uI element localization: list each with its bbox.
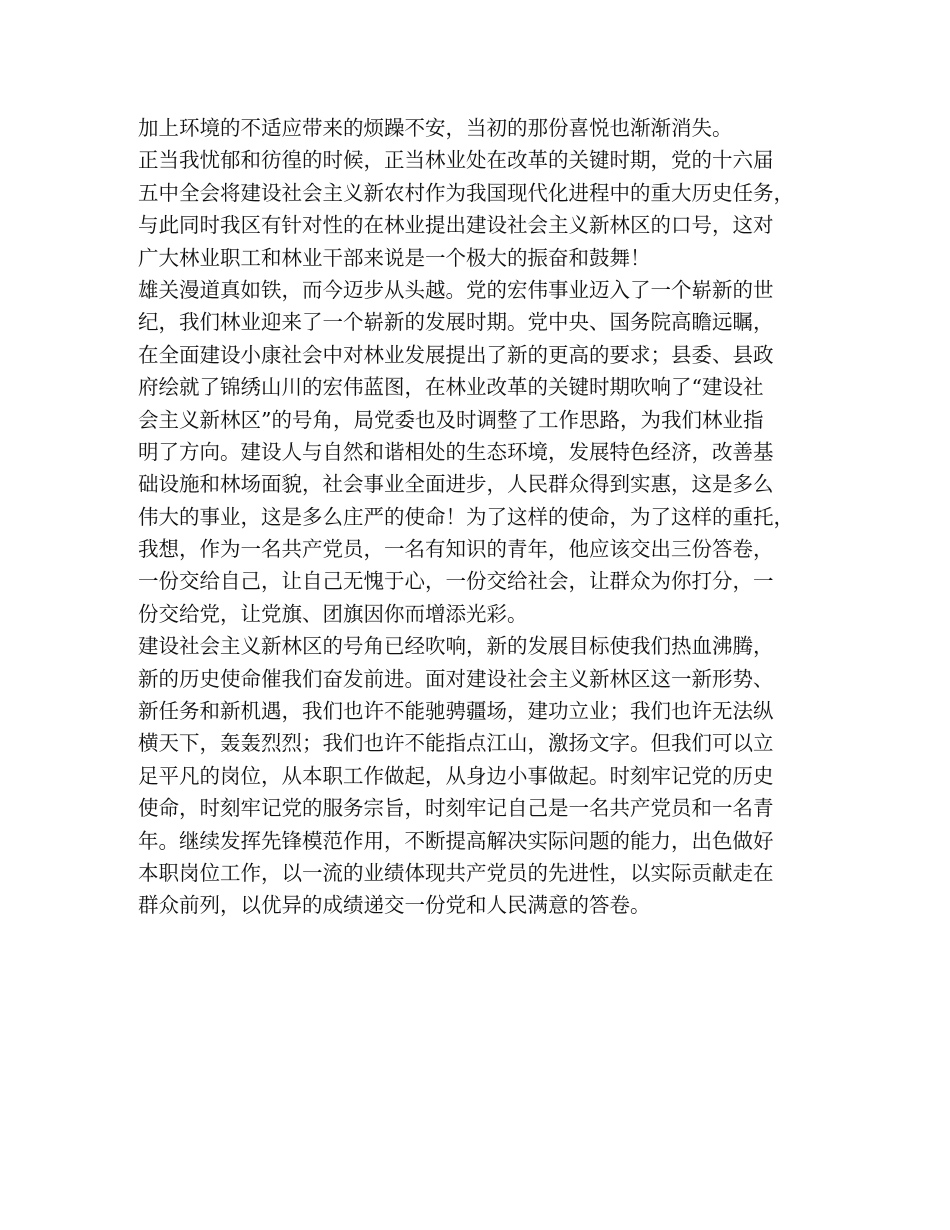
document-body [138,112,860,922]
text-line: 础设施和林场面貌，社会事业全面进步，人民群众得到实惠，这是多么 [138,472,774,497]
text-line: 加上环境的不适应带来的烦躁不安，当初的那份喜悦也渐渐消失。 [138,116,733,140]
text-line: 与此同时我区有针对性的在林业提出建设社会主义新林区的口号，这对 [138,213,774,238]
text-line: 雄关漫道真如铁，而今迈步从头越。党的宏伟事业迈入了一个崭新的世 [138,277,774,302]
text-line: 会主义新林区”的号角，局党委也及时调整了工作思路，为我们林业指 [138,407,764,432]
text-line: 广大林业职工和林业干部来说是一个极大的振奋和鼓舞！ [138,245,651,270]
text-line: 五中全会将建设社会主义新农村作为我国现代化进程中的重大历史任务， [138,180,794,205]
text-line: 府绘就了锦绣山川的宏伟蓝图，在林业改革的关键时期吹响了“建设社 [138,375,764,400]
text-line: 明了方向。建设人与自然和谐相处的生态环境，发展特色经济，改善基 [138,439,774,464]
text-line: 正当我忧郁和彷徨的时候，正当林业处在改革的关键时期，党的十六届 [138,148,774,173]
text-line: 纪，我们林业迎来了一个崭新的发展时期。党中央、国务院高瞻远瞩， [138,310,774,335]
text-line: 足平凡的岗位，从本职工作做起，从身边小事做起。时刻牢记党的历史 [138,763,774,788]
text-line: 份交给党，让党旗、团旗因你而增添光彩。 [138,601,528,626]
text-line: 使命，时刻牢记党的服务宗旨，时刻牢记自己是一名共产党员和一名青 [138,796,774,821]
text-line: 在全面建设小康社会中对林业发展提出了新的更高的要求；县委、县政 [138,342,774,367]
text-line: 一份交给自己，让自己无愧于心，一份交给社会，让群众为你打分，一 [138,569,774,594]
text-line: 群众前列，以优异的成绩递交一份党和人民满意的答卷。 [138,893,651,918]
text-line: 横天下，轰轰烈烈；我们也许不能指点江山，激扬文字。但我们可以立 [138,731,774,756]
text-line: 本职岗位工作，以一流的业绩体现共产党员的先进性，以实际贡献走在 [138,860,774,885]
text-line: 新任务和新机遇，我们也许不能驰骋疆场，建功立业；我们也许无法纵 [138,699,774,724]
text-line: 伟大的事业，这是多么庄严的使命！为了这样的使命，为了这样的重托， [138,504,794,529]
text-line: 年。继续发挥先锋模范作用，不断提高解决实际问题的能力，出色做好 [138,828,774,853]
text-line: 我想，作为一名共产党员，一名有知识的青年，他应该交出三份答卷， [138,537,774,562]
text-line: 新的历史使命催我们奋发前进。面对建设社会主义新林区这一新形势、 [138,666,774,691]
text-line: 建设社会主义新林区的号角已经吹响，新的发展目标使我们热血沸腾， [138,634,774,659]
